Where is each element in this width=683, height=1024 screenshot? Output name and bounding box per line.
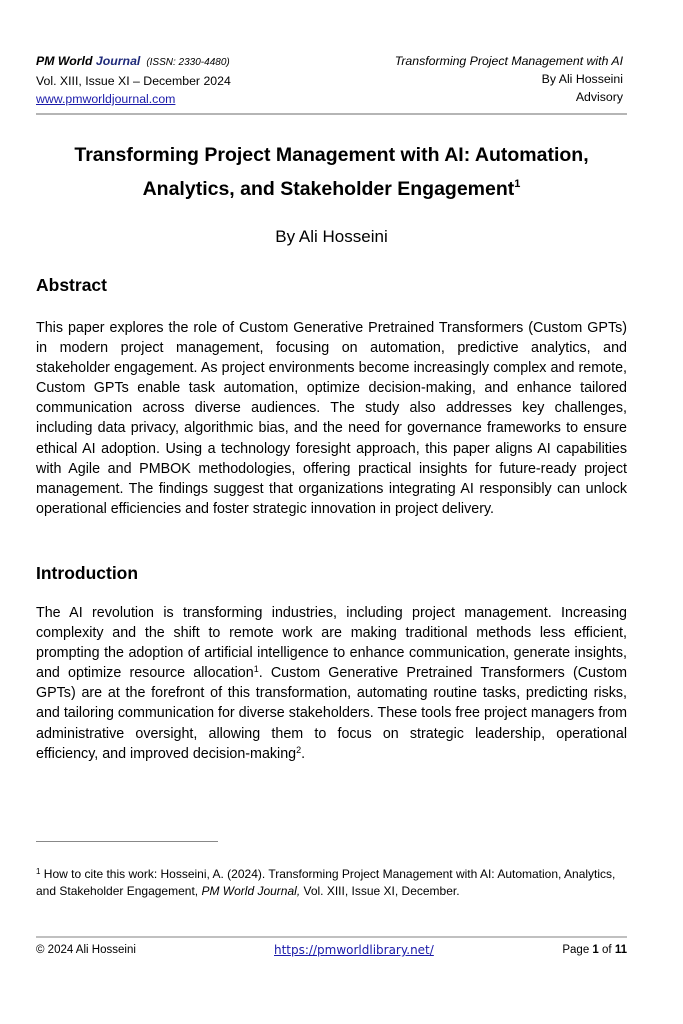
footnote-journal: PM World Journal, bbox=[201, 883, 301, 898]
journal-name-part2: Journal bbox=[95, 54, 141, 68]
header-right bbox=[395, 52, 623, 106]
running-title: Transforming Project Management with AI bbox=[394, 54, 623, 68]
footnote bbox=[36, 866, 627, 899]
page-label: Page bbox=[562, 944, 590, 956]
page-footer bbox=[36, 944, 627, 960]
header-category: Advisory bbox=[575, 90, 623, 104]
issn: (ISSN: 2330-4480) bbox=[146, 57, 230, 68]
title-line-2 bbox=[36, 172, 627, 206]
page-of: of bbox=[602, 944, 612, 956]
footer-divider bbox=[36, 936, 627, 938]
page-current: 1 bbox=[592, 944, 599, 956]
author: By Ali Hosseini bbox=[275, 227, 388, 246]
intro-text-part3: . bbox=[301, 745, 306, 762]
volume-issue: Vol. XIII, Issue XI – December 2024 bbox=[36, 74, 231, 88]
footnote-text-part1: How to cite this work: Hosseini, A. (2024). Transforming Project Management with AI: Automation, Analytics, and Stakeholder Engagement, bbox=[36, 867, 616, 898]
page-number bbox=[562, 944, 627, 956]
header-byline: By Ali Hosseini bbox=[541, 72, 623, 86]
abstract-heading: Abstract bbox=[36, 275, 107, 295]
intro-ref-1[interactable]: 1 bbox=[253, 664, 259, 675]
title-line-2-text: Analytics, and Stakeholder Engagement bbox=[142, 178, 515, 200]
intro-text-part1: The AI revolution is transforming industries, including project management. Increasing complexity and the shift to remote work are making traditional methods less efficient, prompting the adoption of artificial intelligence to enhance communication, generate insights, and optimize resource allocation bbox=[36, 605, 627, 682]
header-left bbox=[36, 52, 231, 108]
introduction-text bbox=[36, 603, 627, 764]
journal-line bbox=[36, 52, 231, 72]
header-divider bbox=[36, 113, 627, 115]
journal-name bbox=[36, 54, 140, 68]
footnote-separator bbox=[36, 841, 218, 842]
title-line-1: Transforming Project Management with AI: Automation, bbox=[74, 144, 589, 166]
library-link[interactable]: https://pmworldlibrary.net/ bbox=[274, 943, 434, 957]
copyright: © 2024 Ali Hosseini bbox=[36, 944, 136, 956]
footnote-text-part2: Vol. XIII, Issue XI, December. bbox=[300, 883, 460, 898]
introduction-heading: Introduction bbox=[36, 563, 139, 583]
journal-website-link[interactable]: www.pmworldjournal.com bbox=[36, 92, 176, 106]
page-total: 11 bbox=[614, 944, 627, 956]
intro-ref-2[interactable]: 2 bbox=[296, 744, 302, 755]
page-title bbox=[36, 138, 627, 206]
title-footnote-ref[interactable]: 1 bbox=[514, 178, 521, 190]
abstract-text: This paper explores the role of Custom Generative Pretrained Transformers (Custom GPTs) in modern project management, focusing on automation, predictive analytics, and stakeholder engagement. As project environments become increasingly complex and remote, Custom GPTs enable task automation, optimize decision-making, and enhance tailored communication across diverse audiences. The study also addresses key challenges, including data privacy, algorithmic bias, and the need for governance frameworks to ensure ethical AI adoption. Using a technology foresight approach, this paper aligns AI capabilities with Agile and PMBOK methodologies, offering practical insights for future-ready project management. The findings suggest that organizations integrating AI responsibly can unlock operational efficiencies and foster strategic innovation in project delivery. bbox=[36, 320, 627, 517]
intro-text-part2: . Custom Generative Pretrained Transformers (Custom GPTs) are at the forefront of this transformation, automating routine tasks, predicting risks, and tailoring communication for diverse stakeholders. These tools free project managers from administrative oversight, allowing them to focus on strategic leadership, operational efficiency, and improved decision-making bbox=[36, 665, 627, 762]
footnote-number: 1 bbox=[36, 867, 41, 876]
journal-name-part1: PM World bbox=[36, 54, 93, 68]
